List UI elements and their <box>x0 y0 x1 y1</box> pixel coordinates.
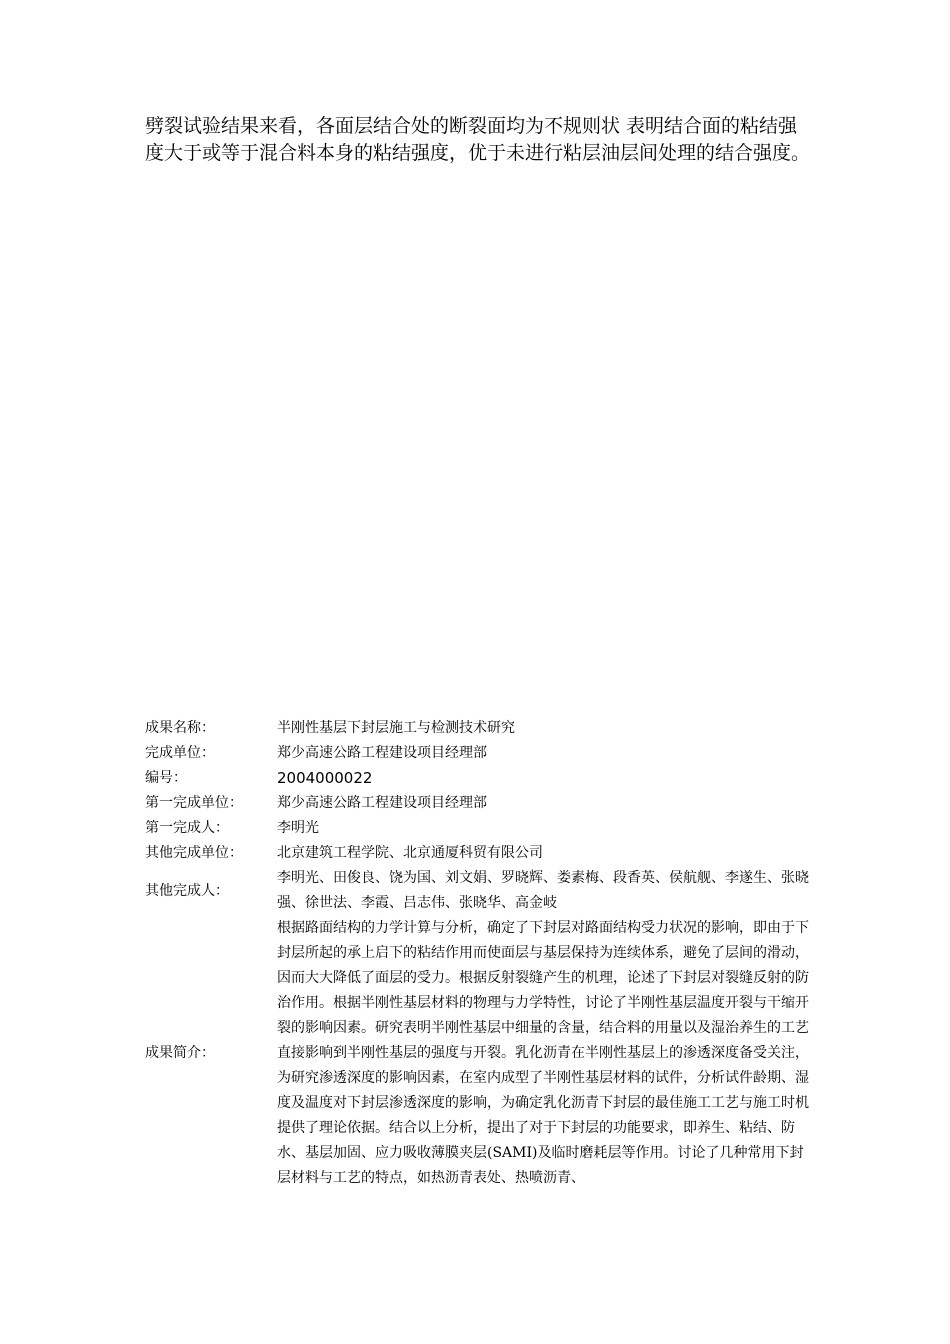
record-row-other-units <box>145 841 815 866</box>
record-row-unit <box>145 741 815 766</box>
record-row-other-persons <box>145 866 815 916</box>
record-label: 其他完成人： <box>145 882 229 899</box>
record-value: 郑少高速公路工程建设项目经理部 <box>277 795 487 811</box>
record-value: 郑少高速公路工程建设项目经理部 <box>277 745 487 761</box>
record-row-first-unit <box>145 791 815 816</box>
record-label: 第一完成单位： <box>145 795 243 811</box>
record-label: 成果简介： <box>145 1045 215 1061</box>
record-value: 北京建筑工程学院、北京通厦科贸有限公司 <box>277 845 543 861</box>
record-label: 第一完成人： <box>145 820 229 836</box>
record-label: 完成单位： <box>145 745 215 761</box>
record-row-first-person <box>145 816 815 841</box>
achievement-record-table <box>145 716 815 1191</box>
record-value: 李明光、田俊良、饶为国、刘文娟、罗晓辉、娄素梅、段香英、侯航舰、李遂生、张晓强、徐世法、李霞、吕志伟、张晓华、高金岐 <box>277 870 809 911</box>
record-label: 编号： <box>145 770 187 786</box>
record-row-number <box>145 766 815 791</box>
record-value: 根据路面结构的力学计算与分析，确定了下封层对路面结构受力状况的影响，即由于下封层所起的承上启下的粘结作用而使面层与基层保持为连续体系，避免了层间的滑动，因而大大降低了面层的受力。根据反射裂缝产生的机理，论述了下封层对裂缝反射的防治作用。根据半刚性基层材料的物理与力学特性，讨论了半刚性基层温度开裂与干缩开裂的影响因素。研究表明半刚性基层中细量的含量，结合料的用量以及湿治养生的工艺直接影响到半刚性基层的强度与开裂。乳化沥青在半刚性基层上的渗透深度备受关注，为研究渗透深度的影响因素，在室内成型了半刚性基层材料的试件，分析试件龄期、湿度及温度对下封层渗透深度的影响，为确定乳化沥青下封层的最佳施工工艺与施工时机提供了理论依据。结合以上分析，提出了对于下封层的功能要求，即养生、粘结、防水、基层加固、应力吸收薄膜夹层(SAMI)及临时磨耗层等作用。讨论了几种常用下封层材料与工艺的特点，如热沥青表处、热喷沥青、 <box>277 920 809 1186</box>
record-value: 2004000022 <box>277 769 373 787</box>
record-label: 成果名称： <box>145 720 215 736</box>
intro-paragraph: 劈裂试验结果来看，各面层结合处的断裂面均为不规则状 表明结合面的粘结强度大于或等于混合料本身的粘结强度，优于未进行粘层油层间处理的结合强度。 <box>145 115 811 164</box>
record-value: 半刚性基层下封层施工与检测技术研究 <box>277 720 515 736</box>
record-value: 李明光 <box>277 820 319 836</box>
record-row-name <box>145 716 815 741</box>
record-label: 其他完成单位： <box>145 845 243 861</box>
record-row-summary <box>145 916 815 1191</box>
